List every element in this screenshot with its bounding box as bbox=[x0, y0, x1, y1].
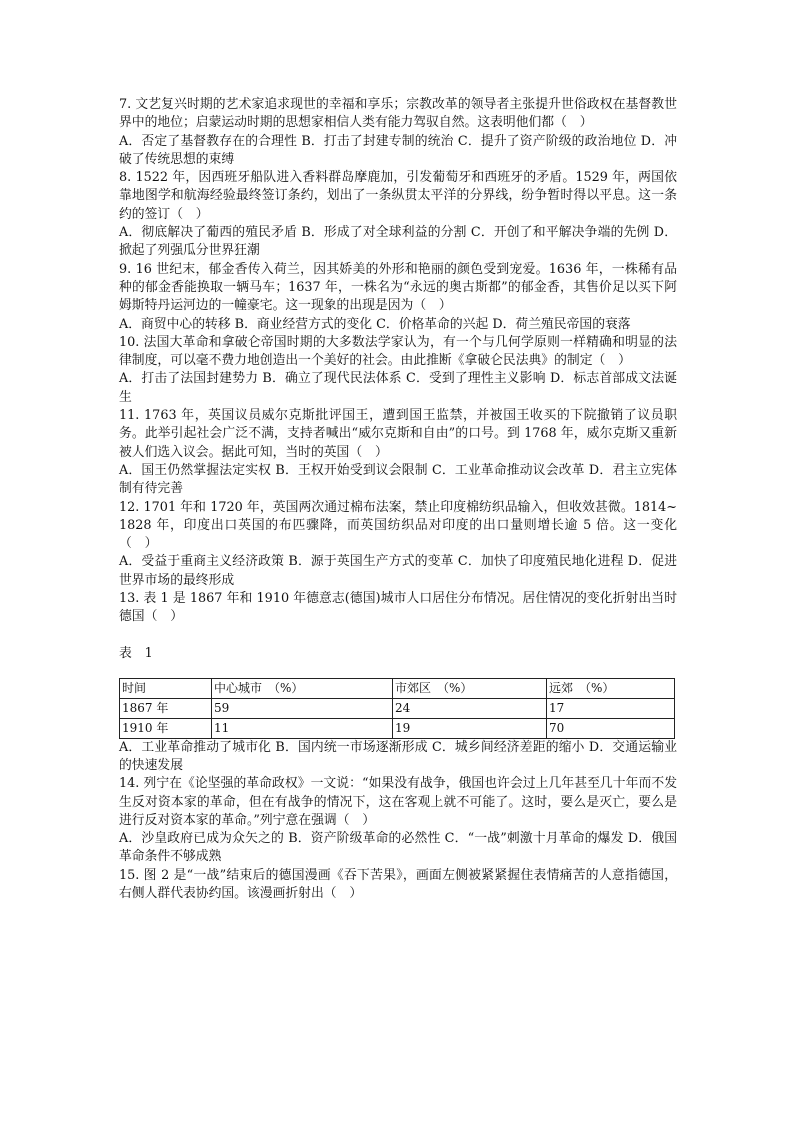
table-cell: 17 bbox=[547, 698, 675, 718]
questions-after-table bbox=[119, 739, 677, 904]
questions-before-table bbox=[119, 96, 677, 627]
question-10-stem: 10. 法国大革命和拿破仑帝国时期的大多数法学家认为，有一个与几何学原则一样精确和明显的法律制度，可以毫不费力地创造出一个美好的社会。由此推断《拿破仑民法典》的制定（ ） bbox=[119, 334, 677, 369]
table-cell: 19 bbox=[393, 718, 547, 738]
question-10-options: A．打击了法国封建势力 B．确立了现代民法体系 C．受到了理性主义影响 D．标志首部成文法诞生 bbox=[119, 371, 677, 405]
table-cell: 11 bbox=[212, 718, 393, 738]
question-13-stem: 13. 表 1 是 1867 年和 1910 年德意志(德国)城市人口居住分布情况。居住情况的变化折射出当时德国（ ） bbox=[119, 591, 677, 625]
question-15-stem: 15. 图 2 是“一战”结束后的德国漫画《吞下苦果》，画面左侧被紧紧握住表情痛苦的人意指德国，右侧人群代表协约国。该漫画折射出（ ） bbox=[119, 867, 677, 901]
table-header-cell: 时间 bbox=[120, 678, 212, 698]
table-header-cell: 中心城市 （%） bbox=[212, 678, 393, 698]
table-cell: 24 bbox=[393, 698, 547, 718]
table-row bbox=[120, 718, 675, 738]
document-page bbox=[119, 96, 677, 903]
table-caption: 表 1 bbox=[119, 645, 153, 661]
table-cell: 1910 年 bbox=[120, 718, 212, 738]
table-cell: 1867 年 bbox=[120, 698, 212, 718]
table-row bbox=[120, 698, 675, 718]
question-8-options: A．彻底解决了葡西的殖民矛盾 B．形成了对全球利益的分割 C．开创了和平解决争端的先例 D．掀起了列强瓜分世界狂潮 bbox=[119, 225, 677, 259]
question-9-options: A．商贸中心的转移 B．商业经营方式的变化 C．价格革命的兴起 D．荷兰殖民帝国的衰落 bbox=[119, 316, 631, 332]
question-7-stem: 7. 文艺复兴时期的艺术家追求现世的幸福和享乐；宗教改革的领导者主张提升世俗政权在基督教世界中的地位；启蒙运动时期的思想家相信人类有能力驾驭自然。这表明他们都（ ） bbox=[119, 97, 677, 131]
question-12-stem: 12. 1701 年和 1720 年，英国两次通过棉布法案，禁止印度棉纺织品输入，但收效甚微。1814~1828 年，印度出口英国的布匹骤降，而英国纺织品对印度的出口量则增长逾 5 倍。这一变化（ ） bbox=[119, 499, 677, 552]
question-11-options: A．国王仍然掌握法定实权 B．王权开始受到议会限制 C．工业革命推动议会改革 D．君主立宪体制有待完善 bbox=[119, 462, 677, 497]
table-header-row bbox=[120, 678, 675, 698]
question-9-stem: 9. 16 世纪末，郁金香传入荷兰，因其娇美的外形和艳丽的颜色受到宠爱。1636 年，一株稀有品种的郁金香能换取一辆马车；1637 年，一株名为“永远的奥古斯都”的郁金香，其售价足以买下阿姆斯特丹运河边的一幢豪宅。这一现象的出现是因为（ ） bbox=[119, 261, 677, 314]
table-cell: 70 bbox=[547, 718, 675, 738]
table-header-cell: 远郊 （%） bbox=[547, 678, 675, 698]
table-header-cell: 市郊区 （%） bbox=[393, 678, 547, 698]
question-11-stem: 11. 1763 年，英国议员威尔克斯批评国王，遭到国王监禁，并被国王收买的下院撤销了议员职务。此举引起社会广泛不满，支持者喊出“威尔克斯和自由”的口号。到 1768 年，威尔克斯又重新被人们选入议会。据此可知，当时的英国（ ） bbox=[119, 408, 677, 460]
table-cell: 59 bbox=[212, 698, 393, 718]
population-table bbox=[119, 678, 675, 739]
question-12-options: A．受益于重商主义经济政策 B．源于英国生产方式的变革 C．加快了印度殖民地化进程 D．促进世界市场的最终形成 bbox=[119, 554, 677, 588]
question-8-stem: 8. 1522 年，因西班牙船队进入香料群岛摩鹿加，引发葡萄牙和西班牙的矛盾。1529 年，两国依靠地图学和航海经验最终签订条约，划出了一条纵贯太平洋的分界线，纷争暂时得以平息。这一条约的签订（ ） bbox=[119, 170, 677, 222]
question-14-stem: 14. 列宁在《论坚强的革命政权》一文说：“如果没有战争，俄国也许会过上几年甚至几十年而不发生反对资本家的革命，但在有战争的情况下，这在客观上就不可能了。这时，要么是灭亡，要么是进行反对资本家的革命。”列宁意在强调（ ） bbox=[119, 776, 677, 828]
question-14-options: A．沙皇政府已成为众矢之的 B．资产阶级革命的必然性 C．“一战”刺激十月革命的爆发 D．俄国革命条件不够成熟 bbox=[119, 831, 677, 865]
question-7-options: A．否定了基督教存在的合理性 B．打击了封建专制的统治 C．提升了资产阶级的政治地位 D．冲破了传统思想的束缚 bbox=[119, 133, 677, 167]
question-13-options: A．工业革命推动了城市化 B．国内统一市场逐渐形成 C．城乡间经济差距的缩小 D．交通运输业的快速发展 bbox=[119, 739, 677, 773]
